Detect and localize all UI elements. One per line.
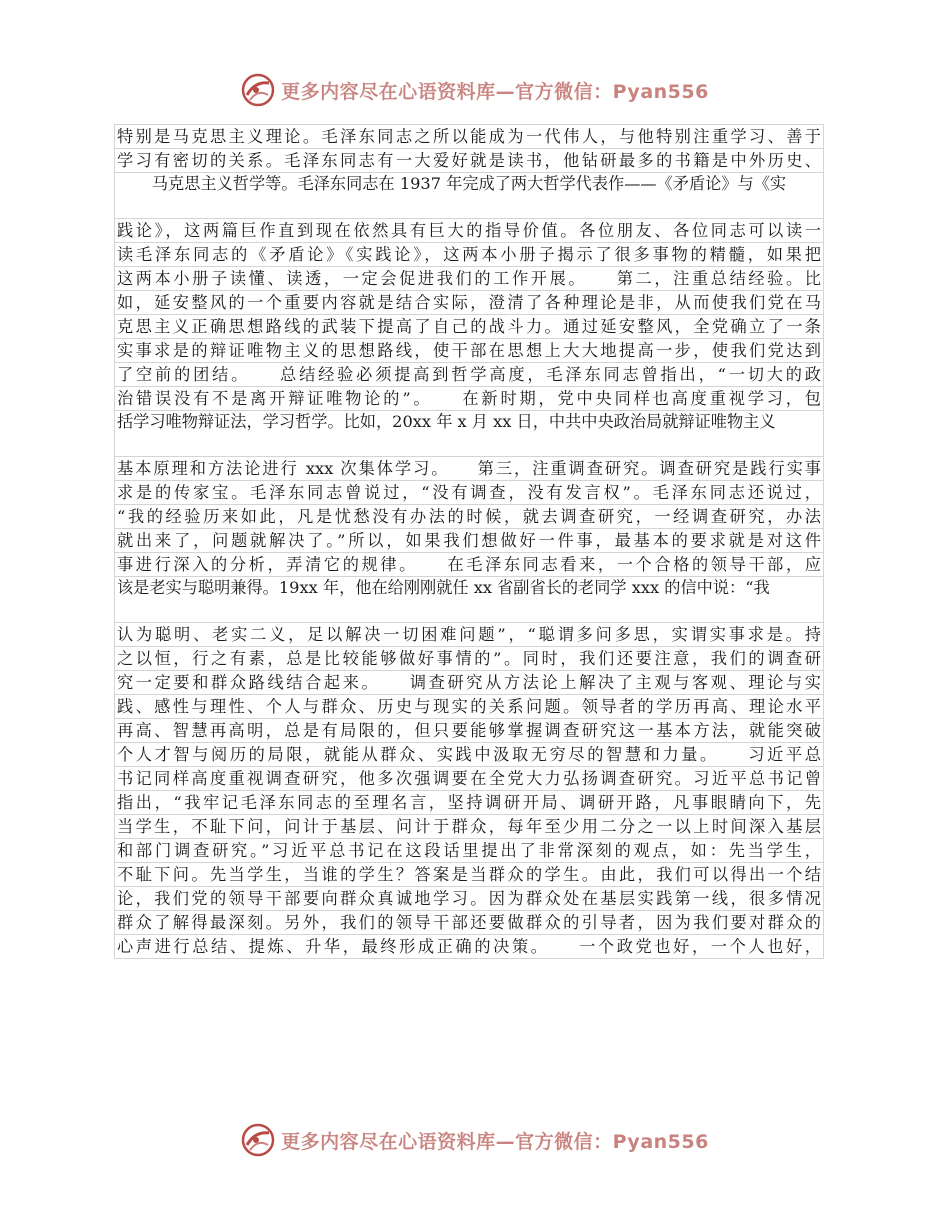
text-line: 事进行深入的分析，弄清它的规律。 在毛泽东同志看来，一个合格的领导干部，应 <box>114 552 824 577</box>
header-banner-text: 更多内容尽在心语资料库—官方微信：Pyan556 <box>281 80 709 103</box>
text-line: 书记同样高度重视调查研究，他多次强调要在全党大力弘扬调查研究。习近平总书记曾 <box>114 766 824 791</box>
text-line: 认为聪明、老实二义，足以解决一切困难问题”，“聪谓多问多思，实谓实事求是。持 <box>114 622 824 647</box>
text-line: 当学生，不耻下问，问计于基层、问计于群众，每年至少用二分之一以上时间深入基层 <box>114 814 824 839</box>
text-line: 了空前的团结。 总结经验必须提高到哲学高度，毛泽东同志曾指出，“一切大的政 <box>114 362 824 387</box>
text-line: 和部门调查研究。”习近平总书记在这段话里提出了非常深刻的观点，如：先当学生， <box>114 838 824 863</box>
text-line: 学习有密切的关系。毛泽东同志有一大爱好就是读书，他钻研最多的书籍是中外历史、 <box>114 148 824 173</box>
text-line: 这两本小册子读懂、读透，一定会促进我们的工作开展。 第二，注重总结经验。比 <box>114 266 824 291</box>
text-line: 践、感性与理性、个人与群众、历史与现实的关系问题。领导者的学历再高、理论水平 <box>114 694 824 719</box>
text-line: 究一定要和群众路线结合起来。 调查研究从方法论上解决了主观与客观、理论与实 <box>114 670 824 695</box>
text-line: 克思主义正确思想路线的武装下提高了自己的战斗力。通过延安整风，全党确立了一条 <box>114 314 824 339</box>
seal-logo-icon <box>241 1123 275 1157</box>
text-line: 求是的传家宝。毛泽东同志曾说过，“没有调查，没有发言权”。毛泽东同志还说过， <box>114 480 824 505</box>
text-line: 马克思主义哲学等。毛泽东同志在 1937 年完成了两大哲学代表作——《矛盾论》与《实 <box>114 172 824 219</box>
text-line: 就出来了，问题就解决了。”所以，如果我们想做好一件事，最基本的要求就是对这件 <box>114 528 824 553</box>
text-line: 特别是马克思主义理论。毛泽东同志之所以能成为一代伟人，与他特别注重学习、善于 <box>114 124 824 149</box>
text-line: 治错误没有不是离开辩证唯物论的”。 在新时期，党中央同样也高度重视学习，包 <box>114 386 824 411</box>
text-line: 不耻下问。先当学生，当谁的学生？答案是当群众的学生。由此，我们可以得出一个结 <box>114 862 824 887</box>
text-line: 如，延安整风的一个重要内容就是结合实际，澄清了各种理论是非，从而使我们党在马 <box>114 290 824 315</box>
text-line: 论，我们党的领导干部要向群众真诚地学习。因为群众处在基层实践第一线，很多情况 <box>114 886 824 911</box>
text-line: 群众了解得最深刻。另外，我们的领导干部还要做群众的引导者，因为我们要对群众的 <box>114 910 824 935</box>
footer-banner <box>0 1120 950 1160</box>
text-line: 之以恒，行之有素，总是比较能够做好事情的”。同时，我们还要注意，我们的调查研 <box>114 646 824 671</box>
text-line: 读毛泽东同志的《矛盾论》《实践论》，这两本小册子揭示了很多事物的精髓，如果把 <box>114 242 824 267</box>
text-line: 践论》，这两篇巨作直到现在依然具有巨大的指导价值。各位朋友、各位同志可以读一 <box>114 218 824 243</box>
text-line: 基本原理和方法论进行 xxx 次集体学习。 第三，注重调查研究。调查研究是践行实事 <box>114 456 824 481</box>
seal-logo-icon <box>241 73 275 107</box>
text-line: 指出，“我牢记毛泽东同志的至理名言，坚持调研开局、调研开路，凡事眼睛向下，先 <box>114 790 824 815</box>
text-line: 再高、智慧再高明，总是有局限的，但只要能够掌握调查研究这一基本方法，就能突破 <box>114 718 824 743</box>
document-body <box>114 125 824 959</box>
text-line: 该是老实与聪明兼得。19xx 年，他在给刚刚就任 xx 省副省长的老同学 xxx 的信中说：“我 <box>114 576 824 623</box>
text-line: “我的经验历来如此，凡是忧愁没有办法的时候，就去调查研究，一经调查研究，办法 <box>114 504 824 529</box>
text-line: 实事求是的辩证唯物主义的思想路线，使干部在思想上大大地提高一步，使我们党达到 <box>114 338 824 363</box>
footer-banner-text: 更多内容尽在心语资料库—官方微信：Pyan556 <box>281 1130 709 1153</box>
text-line: 心声进行总结、提炼、升华，最终形成正确的决策。 一个政党也好，一个人也好， <box>114 934 824 959</box>
text-line: 个人才智与阅历的局限，就能从群众、实践中汲取无穷尽的智慧和力量。 习近平总 <box>114 742 824 767</box>
text-line: 括学习唯物辩证法，学习哲学。比如，20xx 年 x 月 xx 日，中共中央政治局就辩证唯物主义 <box>114 410 824 457</box>
header-banner <box>0 70 950 110</box>
